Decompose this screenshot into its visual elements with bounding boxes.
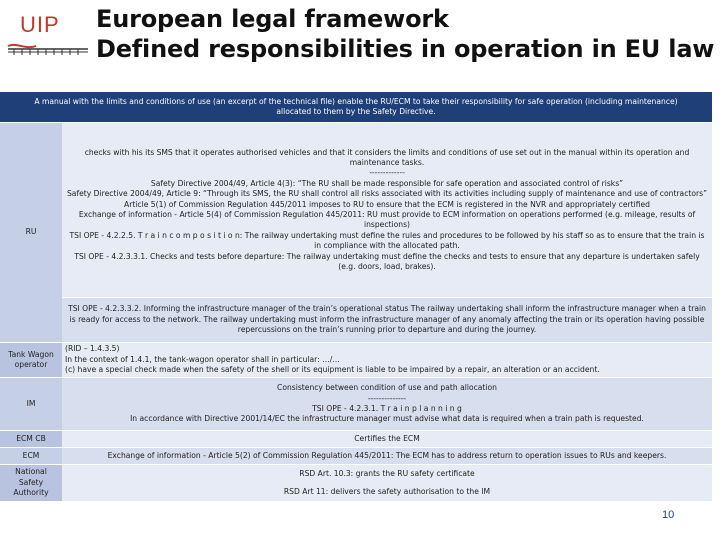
table-row-ru xyxy=(0,123,712,298)
im-line: -------------- xyxy=(367,393,407,403)
ru-line: checks with his its SMS that it operates authorised vehicles and that it considers the limits and conditions of use set out in the manual within its operation and maintenance tasks. xyxy=(84,147,690,167)
table-row-im xyxy=(0,378,712,431)
tank-content xyxy=(62,343,712,378)
table-row-ecm-cb xyxy=(0,431,712,448)
im-content xyxy=(62,378,712,431)
table-header: A manual with the limits and conditions of use (an excerpt of the technical file) enable the RU/ECM to take their responsibility for safe operation (including maintenance) allocated to them by the Safety Directive. xyxy=(0,92,712,123)
title-line-1: European legal framework xyxy=(96,5,449,33)
im-line: Consistency between condition of use and path allocation xyxy=(277,383,497,393)
row-label-national-safety-authority: National Safety Authority xyxy=(0,465,62,502)
ecm-content: Exchange of information - Article 5(2) of Commission Regulation 445/2011: The ECM has to address return to operation issues to RUs and keepers. xyxy=(62,448,712,465)
ecm-cb-content: Certifies the ECM xyxy=(62,431,712,448)
ru-line: Article 5(1) of Commission Regulation 445/2011 imposes to RU to ensure that the ECM is registered in the NVR and appropriately certified xyxy=(124,199,650,209)
ru-line: TSI OPE - 4.2.2.5. T r a i n c o m p o s i t i o n: The railway undertaking must define the rules and procedures to be followed by his staff so as to ensure that the train is in compliance with the allocated path. xyxy=(69,230,705,251)
responsibility-table xyxy=(0,92,712,502)
im-line: TSI OPE - 4.2.3.1. T r a i n p l a n n i n g xyxy=(312,404,462,413)
table-row-ecm xyxy=(0,448,712,465)
table-row-nsa xyxy=(0,465,712,502)
nsa-content xyxy=(62,465,712,502)
slide-title xyxy=(96,4,716,64)
table-header-row xyxy=(0,92,712,123)
row-label-ecm-cb: ECM CB xyxy=(0,431,62,448)
logo-text: UIP xyxy=(20,12,60,37)
ru-block-2: TSI OPE - 4.2.3.3.2. Informing the infrastructure manager of the train’s operational status The railway undertaking shall inform the infrastructure manager when a train is ready for access to the network. The railway undertaking must inform the infrastructure manager of any anomaly affecting the train or its operation having possible repercussions on the train’s running prior to departure and during the journey. xyxy=(62,298,712,343)
tank-line: (c) have a special check made when the safety of the shell or its equipment is liable to be impaired by a repair, an alteration or an accident. xyxy=(65,365,600,375)
table-row-tank xyxy=(0,343,712,378)
ru-line: TSI OPE - 4.2.3.3.1. Checks and tests before departure: The railway undertaking must define the checks and tests to ensure that any departure is undertaken safely (e.g. doors, load, brakes). xyxy=(74,251,700,272)
nsa-line: RSD Art 11: delivers the safety authorisation to the IM xyxy=(283,487,491,496)
ru-line: ------------- xyxy=(369,168,405,178)
row-label-tank-wagon-operator: Tank Wagon operator xyxy=(0,343,62,378)
page-number: 10 xyxy=(662,509,675,521)
row-label-im: IM xyxy=(0,378,62,431)
row-label-ecm: ECM xyxy=(0,448,62,465)
tank-line: In the context of 1.4.1, the tank-wagon operator shall in particular: …/… xyxy=(65,354,340,364)
logo-rail-icon xyxy=(6,40,90,58)
ru-line: Exchange of information - Article 5(4) of Commission Regulation 445/2011: RU must provide to ECM information on operations performed (e.g. mileage, results of inspections) xyxy=(78,210,696,230)
table-row-ru-2 xyxy=(0,298,712,343)
ru-line: Safety Directive 2004/49, Article 4(3): “The RU shall be made responsible for safe operation and associated control of risks” xyxy=(150,178,624,188)
title-line-2: Defined responsibilities in operation in EU law xyxy=(96,35,715,63)
ru-line: Safety Directive 2004/49, Article 9: “Through its SMS, the RU shall control all risks associated with its activities including supply of maintenance and use of contractors” xyxy=(66,189,708,199)
im-line: In accordance with Directive 2001/14/EC the infrastructure manager must advise what data is required when a train path is requested. xyxy=(130,414,644,424)
tank-line: (RID – 1.4.3.5) xyxy=(65,344,120,354)
ru-block-1 xyxy=(62,123,712,298)
nsa-line: RSD Art. 10.3: grants the RU safety certificate xyxy=(299,468,475,478)
uip-logo xyxy=(6,6,90,58)
row-label-ru: RU xyxy=(0,123,62,343)
